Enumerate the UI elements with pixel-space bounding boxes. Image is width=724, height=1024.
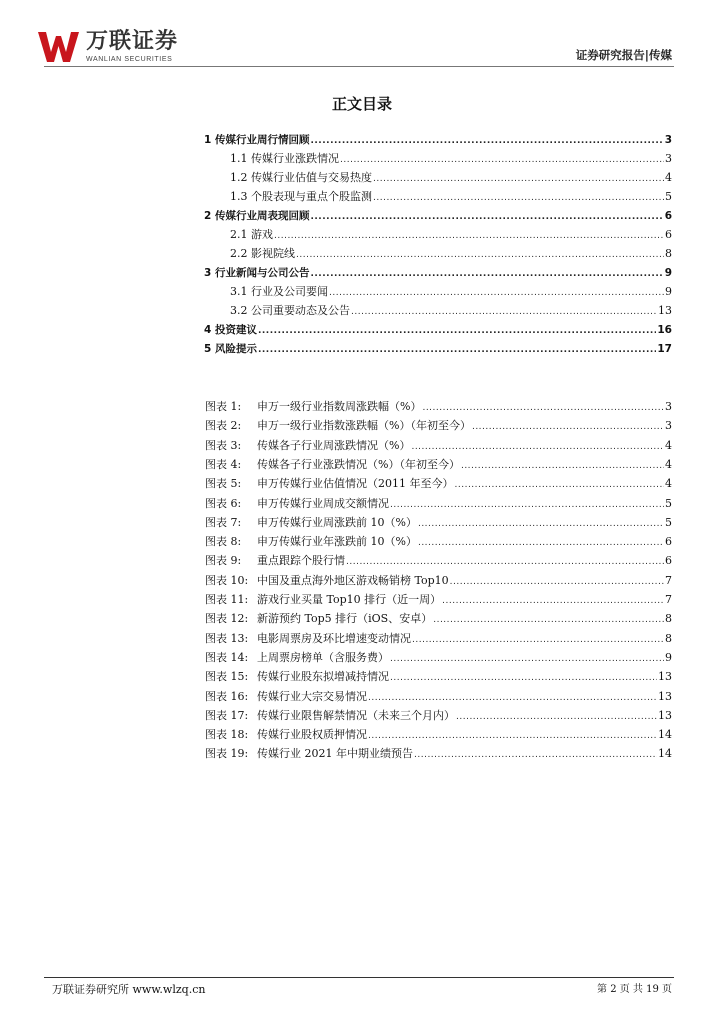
toc-subsection-entry[interactable]	[230, 190, 672, 205]
entry-page-number: 14	[658, 747, 672, 761]
toc-section-entry[interactable]	[204, 342, 672, 357]
entry-label	[205, 516, 417, 530]
entry-page-number: 17	[657, 343, 672, 355]
toc-entry-title: 2.1 游戏	[230, 228, 273, 241]
leader-dots	[340, 153, 664, 167]
entry-label	[205, 670, 389, 684]
entry-label	[204, 209, 309, 223]
figure-entry[interactable]	[205, 458, 672, 473]
entry-page-number: 16	[657, 324, 672, 336]
figure-title: 传媒行业限售解禁情况（未来三个月内）	[257, 708, 455, 722]
entry-page-number: 8	[665, 612, 672, 626]
leader-dots	[258, 343, 656, 357]
figure-entry[interactable]	[205, 419, 672, 434]
figure-title: 上周票房榜单（含服务费）	[257, 650, 389, 664]
figure-number: 图表 3:	[205, 438, 242, 452]
figure-entry[interactable]	[205, 651, 672, 666]
entry-label	[205, 400, 421, 414]
entry-label	[205, 574, 449, 588]
figure-title: 申万传媒行业周成交额情况	[257, 496, 389, 510]
figure-title: 申万传媒行业周涨跌前 10（%）	[257, 515, 417, 529]
entry-page-number: 9	[665, 650, 672, 664]
figure-number: 图表 16:	[205, 689, 249, 703]
toc-section-entry[interactable]	[204, 209, 672, 224]
entry-label	[205, 690, 367, 704]
entry-page-number: 9	[664, 267, 672, 279]
leader-dots	[455, 478, 665, 492]
entry-label	[205, 651, 389, 665]
figure-title: 申万传媒行业估值情况（2011 年至今）	[257, 477, 454, 491]
entry-label	[230, 285, 328, 299]
leader-dots	[412, 633, 664, 647]
figure-entry[interactable]	[205, 690, 672, 705]
page-header	[0, 0, 724, 70]
figure-title: 中国及重点海外地区游戏畅销榜 Top10	[257, 573, 449, 587]
toc-entry-title: 3.2 公司重要动态及公告	[230, 304, 350, 317]
toc-entry-title: 4 投资建议	[204, 324, 257, 336]
entry-page-number: 13	[658, 304, 672, 317]
entry-page-number: 4	[665, 171, 672, 184]
figure-title: 传媒行业大宗交易情况	[257, 689, 367, 703]
entry-label	[205, 728, 367, 742]
entry-page-number: 6	[664, 210, 672, 222]
entry-label	[230, 247, 295, 261]
wanlian-logo-icon	[36, 30, 80, 64]
entry-label	[205, 709, 455, 723]
figure-entry[interactable]	[205, 709, 672, 724]
toc-entry-title: 2.2 影视院线	[230, 247, 295, 260]
entry-label	[204, 323, 257, 337]
leader-dots	[351, 305, 657, 319]
figure-number: 图表 5:	[205, 477, 242, 491]
figure-number: 图表 17:	[205, 708, 249, 722]
entry-label	[205, 593, 441, 607]
figure-number: 图表 6:	[205, 496, 242, 510]
figure-number: 图表 18:	[205, 728, 249, 742]
entry-label	[230, 228, 273, 242]
entry-page-number: 5	[665, 496, 672, 510]
figure-entry[interactable]	[205, 400, 672, 415]
figure-entry[interactable]	[205, 439, 672, 454]
entry-label	[205, 535, 417, 549]
toc-subsection-entry[interactable]	[230, 285, 672, 300]
toc-entry-title: 1.1 传媒行业涨跌情况	[230, 152, 339, 165]
entry-label	[230, 171, 372, 185]
figure-entry[interactable]	[205, 747, 672, 762]
entry-page-number: 13	[658, 689, 672, 703]
figure-title: 申万一级行业指数周涨跌幅（%）	[257, 400, 422, 413]
entry-page-number: 4	[665, 457, 672, 471]
toc-entry-title: 3 行业新闻与公司公告	[204, 267, 310, 279]
figure-entry[interactable]	[205, 593, 672, 608]
toc-subsection-entry[interactable]	[230, 171, 672, 186]
figure-entry[interactable]	[205, 516, 672, 531]
figure-number: 图表 8:	[205, 535, 242, 549]
entry-page-number: 4	[665, 438, 672, 452]
leader-dots	[373, 172, 664, 186]
toc-entry-title: 1 传媒行业周行情回顾	[204, 134, 310, 146]
entry-label	[204, 266, 309, 280]
leader-dots	[329, 286, 664, 300]
figure-title: 游戏行业买量 Top10 排行（近一周）	[257, 593, 442, 606]
entry-page-number: 14	[658, 728, 672, 742]
leader-dots	[418, 517, 664, 531]
entry-label	[205, 477, 454, 491]
figure-number: 图表 2:	[205, 419, 242, 433]
toc-subsection-entry[interactable]	[230, 304, 672, 319]
toc-entry-title: 5 风险提示	[204, 343, 257, 355]
entry-label	[205, 419, 471, 433]
entry-label	[204, 133, 309, 147]
report-type: 证券研究报告|传媒	[575, 48, 672, 62]
leader-dots	[274, 229, 664, 243]
entry-label	[230, 152, 339, 166]
leader-dots	[373, 191, 664, 205]
figure-title: 传媒行业股东拟增减持情况	[257, 670, 389, 684]
toc-entry-title: 1.2 传媒行业估值与交易热度	[230, 171, 372, 184]
leader-dots	[310, 267, 663, 281]
figure-entry[interactable]	[205, 574, 672, 589]
entry-page-number: 3	[665, 419, 672, 433]
leader-dots	[258, 324, 656, 338]
figure-entry[interactable]	[205, 477, 672, 492]
figure-number: 图表 13:	[205, 631, 249, 645]
footer-divider	[44, 977, 674, 978]
figure-entry[interactable]	[205, 632, 672, 647]
figure-number: 图表 12:	[205, 612, 249, 626]
entry-page-number: 5	[665, 515, 672, 529]
leader-dots	[418, 536, 664, 550]
entry-page-number: 6	[665, 228, 672, 241]
figure-number: 图表 9:	[205, 554, 242, 568]
leader-dots	[422, 401, 664, 415]
leader-dots	[472, 420, 664, 434]
leader-dots	[442, 594, 664, 608]
figure-title: 传媒各子行业涨跌情况（%）（年初至今）	[257, 457, 460, 471]
entry-label	[205, 632, 411, 646]
leader-dots	[296, 248, 664, 262]
entry-page-number: 8	[665, 631, 672, 645]
leader-dots	[368, 691, 657, 705]
entry-page-number: 3	[665, 400, 672, 413]
entry-page-number: 13	[658, 670, 672, 684]
toc-entry-title: 2 传媒行业周表现回顾	[204, 210, 310, 222]
toc-subsection-entry[interactable]	[230, 247, 672, 262]
entry-label	[205, 458, 460, 472]
toc-section-entry[interactable]	[204, 323, 672, 338]
figure-title: 传媒各子行业周涨跌情况（%）	[257, 438, 411, 452]
company-logo	[36, 30, 206, 64]
figure-number: 图表 10:	[205, 573, 249, 587]
entry-page-number: 6	[665, 535, 672, 549]
figure-title: 重点跟踪个股行情	[257, 554, 345, 568]
entry-label	[230, 304, 350, 318]
footer-source: 万联证券研究所 www.wlzq.cn	[52, 983, 206, 996]
figure-entry[interactable]	[205, 497, 672, 512]
entry-page-number: 5	[665, 190, 672, 203]
leader-dots	[310, 134, 663, 148]
leader-dots	[390, 671, 657, 685]
entry-page-number: 9	[665, 285, 672, 298]
entry-label	[205, 612, 432, 626]
leader-dots	[368, 729, 657, 743]
leader-dots	[456, 710, 657, 724]
figure-number: 图表 15:	[205, 670, 249, 684]
entry-label	[205, 747, 413, 761]
leader-dots	[390, 652, 664, 666]
toc-subsection-entry[interactable]	[230, 152, 672, 167]
entry-page-number: 7	[665, 593, 672, 606]
figure-number: 图表 7:	[205, 515, 242, 529]
entry-label	[205, 439, 410, 453]
toc-subsection-entry[interactable]	[230, 228, 672, 243]
entry-page-number: 7	[665, 573, 672, 587]
page-title: 正文目录	[331, 95, 392, 113]
figure-number: 图表 4:	[205, 457, 242, 471]
page-number: 第 2 页 共 19 页	[597, 984, 672, 995]
figure-title: 电影周票房及环比增速变动情况	[257, 631, 411, 645]
leader-dots	[390, 498, 664, 512]
toc-section-entry[interactable]	[204, 266, 672, 281]
figure-entry[interactable]	[205, 612, 672, 627]
figure-title: 申万传媒行业年涨跌前 10（%）	[257, 535, 417, 549]
leader-dots	[450, 575, 664, 589]
figure-title: 申万一级行业指数涨跌幅（%）（年初至今）	[257, 419, 471, 433]
figure-number: 图表 19:	[205, 747, 249, 761]
entry-page-number: 4	[665, 477, 672, 491]
entry-label	[230, 190, 372, 204]
figure-entry[interactable]	[205, 728, 672, 743]
leader-dots	[433, 613, 664, 627]
entry-page-number: 3	[664, 134, 672, 146]
logo-text: 万联证券	[86, 29, 179, 54]
entry-page-number: 13	[658, 708, 672, 722]
figure-title: 传媒行业股权质押情况	[257, 728, 367, 742]
toc-entry-title: 3.1 行业及公司要闻	[230, 285, 328, 298]
figure-number: 图表 11:	[205, 593, 249, 606]
leader-dots	[414, 748, 657, 762]
figure-number: 图表 14:	[205, 650, 249, 664]
header-divider	[44, 66, 674, 67]
leader-dots	[461, 459, 664, 473]
entry-label	[204, 342, 257, 356]
figure-title: 新游预约 Top5 排行（iOS、安卓）	[257, 612, 433, 626]
logo-subtext: WANLIAN SECURITIES	[86, 56, 173, 63]
leader-dots	[310, 210, 663, 224]
entry-label	[205, 554, 345, 568]
figure-entry[interactable]	[205, 670, 672, 685]
figure-number: 图表 1:	[205, 400, 242, 413]
figure-entry[interactable]	[205, 535, 672, 550]
figure-title: 传媒行业 2021 年中期业绩预告	[257, 747, 413, 761]
entry-label	[205, 497, 389, 511]
entry-page-number: 8	[665, 247, 672, 260]
entry-page-number: 6	[665, 554, 672, 568]
figure-entry[interactable]	[205, 554, 672, 569]
toc-section-entry[interactable]	[204, 133, 672, 148]
toc-entry-title: 1.3 个股表现与重点个股监测	[230, 190, 372, 203]
leader-dots	[411, 440, 664, 454]
entry-page-number: 3	[665, 152, 672, 165]
leader-dots	[346, 555, 664, 569]
